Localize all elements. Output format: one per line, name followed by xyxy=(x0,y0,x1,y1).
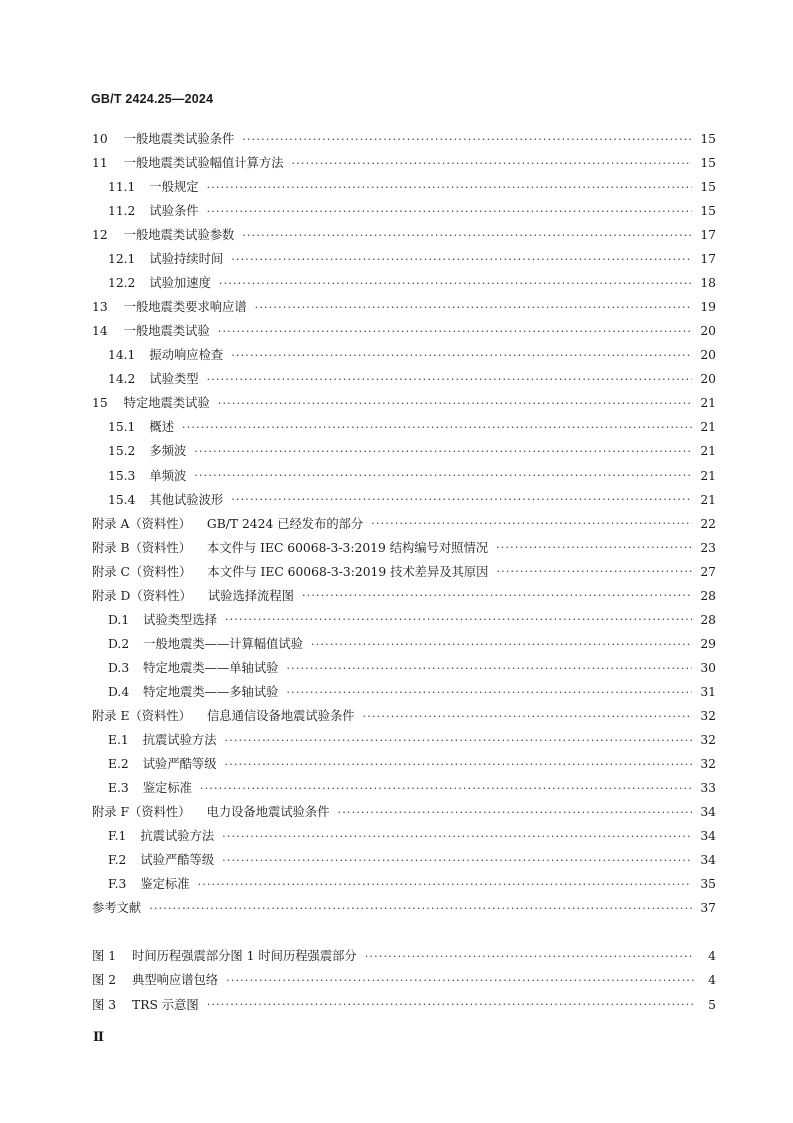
toc-entry[interactable] xyxy=(92,680,716,704)
entry-title: 试验选择流程图 xyxy=(207,588,294,603)
toc-entry[interactable] xyxy=(92,247,716,271)
entry-page-number: 15 xyxy=(700,204,716,219)
toc-entry[interactable] xyxy=(92,608,716,632)
toc-entry[interactable] xyxy=(92,536,716,560)
entry-page-number: 33 xyxy=(700,781,716,796)
entry-page-number: 17 xyxy=(700,228,716,243)
entry-number: D.3 xyxy=(108,660,130,675)
entry-title: 振动响应检查 xyxy=(149,348,224,363)
toc-entry[interactable] xyxy=(92,560,716,584)
entry-title: 电力设备地震试验条件 xyxy=(206,805,330,820)
page-number: Ⅱ xyxy=(93,1030,104,1045)
figure-entry[interactable] xyxy=(92,945,716,969)
entry-title: 本文件与 IEC 60068-3-3:2019 技术差异及其原因 xyxy=(207,564,489,579)
entry-title: 典型响应谱包络 xyxy=(132,973,219,988)
entry-page-number: 17 xyxy=(700,252,716,267)
entry-title: GB/T 2424 已经发布的部分 xyxy=(206,516,364,531)
entry-title: 试验严酷等级 xyxy=(142,757,217,772)
toc-entry[interactable] xyxy=(92,752,716,776)
entry-number: 附录 D（资料性） xyxy=(92,588,192,603)
entry-page-number: 27 xyxy=(700,564,716,579)
entry-title: 一般地震类——计算幅值试验 xyxy=(143,636,304,651)
entry-page-number: 21 xyxy=(700,420,716,435)
entry-page-number: 19 xyxy=(700,300,716,315)
dot-leader xyxy=(286,687,692,698)
dot-leader xyxy=(222,831,692,842)
toc-entry[interactable] xyxy=(92,584,716,608)
entry-page-number: 28 xyxy=(700,588,716,603)
entry-title: 单频波 xyxy=(149,468,187,483)
entry-page-number: 4 xyxy=(708,973,716,988)
toc-entry[interactable] xyxy=(92,728,716,752)
entry-number: 附录 B（资料性） xyxy=(92,540,192,555)
entry-title: 其他试验波形 xyxy=(149,492,224,507)
entry-number: 15.4 xyxy=(108,492,136,507)
entry-number: D.2 xyxy=(108,636,130,651)
toc-entry[interactable] xyxy=(92,656,716,680)
dot-leader xyxy=(242,134,692,145)
toc-entry[interactable] xyxy=(92,776,716,800)
entry-title: 一般规定 xyxy=(149,179,199,194)
entry-number: 11 xyxy=(92,155,108,170)
entry-title: 试验类型选择 xyxy=(143,612,217,627)
toc-entry[interactable] xyxy=(92,392,716,416)
dot-leader xyxy=(302,590,692,601)
dot-leader xyxy=(363,711,693,722)
toc-entry[interactable] xyxy=(92,151,716,175)
dot-leader xyxy=(242,230,692,241)
entry-page-number: 5 xyxy=(708,997,716,1012)
toc-entry[interactable] xyxy=(92,488,716,512)
toc-entry[interactable] xyxy=(92,127,716,151)
entry-number: 15.2 xyxy=(108,444,136,459)
toc-entry[interactable] xyxy=(92,367,716,391)
toc-entry[interactable] xyxy=(92,872,716,896)
document-code: GB/T 2424.25—2024 xyxy=(91,92,214,106)
entry-number: 图 2 xyxy=(92,973,117,988)
toc-entry[interactable] xyxy=(92,824,716,848)
entry-title: 试验加速度 xyxy=(149,276,211,291)
entry-page-number: 15 xyxy=(700,131,716,146)
toc-list xyxy=(92,127,716,921)
entry-page-number: 20 xyxy=(700,348,716,363)
entry-title: 一般地震类试验条件 xyxy=(123,131,235,146)
dot-leader xyxy=(222,855,692,866)
toc-entry[interactable] xyxy=(92,632,716,656)
toc-entry[interactable] xyxy=(92,800,716,824)
entry-title: 抗震试验方法 xyxy=(140,829,215,844)
entry-number: D.1 xyxy=(108,612,130,627)
entry-number: F.2 xyxy=(108,853,127,868)
toc-entry[interactable] xyxy=(92,199,716,223)
entry-number: 附录 F（资料性） xyxy=(92,805,191,820)
entry-title: 特定地震类试验 xyxy=(123,396,210,411)
entry-number: F.3 xyxy=(108,877,127,892)
entry-page-number: 31 xyxy=(700,684,716,699)
toc-entry[interactable] xyxy=(92,175,716,199)
entry-page-number: 21 xyxy=(700,468,716,483)
dot-leader xyxy=(207,206,693,217)
dot-leader xyxy=(207,999,694,1010)
toc-entry[interactable] xyxy=(92,704,716,728)
dot-leader xyxy=(292,158,693,169)
entry-title: 多频波 xyxy=(149,444,187,459)
toc-entry[interactable] xyxy=(92,343,716,367)
entry-page-number: 29 xyxy=(700,636,716,651)
entry-page-number: 37 xyxy=(700,901,716,916)
entry-title: 特定地震类——多轴试验 xyxy=(143,684,279,699)
entry-number: 附录 E（资料性） xyxy=(92,709,191,723)
entry-title: 特定地震类——单轴试验 xyxy=(143,660,279,675)
entry-page-number: 20 xyxy=(700,324,716,339)
toc-entry[interactable] xyxy=(92,464,716,488)
dot-leader xyxy=(149,903,692,914)
entry-number: F.1 xyxy=(108,829,127,844)
dot-leader xyxy=(338,807,693,818)
entry-page-number: 21 xyxy=(700,492,716,507)
toc-entry[interactable] xyxy=(92,440,716,464)
entry-title: 概述 xyxy=(149,420,174,435)
entry-page-number: 34 xyxy=(700,805,716,820)
dot-leader xyxy=(207,182,693,193)
entry-number: 15.1 xyxy=(108,420,136,435)
entry-page-number: 30 xyxy=(700,660,716,675)
toc-entry[interactable] xyxy=(92,295,716,319)
figure-entry[interactable] xyxy=(92,993,716,1017)
entry-title: 一般地震类试验幅值计算方法 xyxy=(123,155,284,170)
entry-page-number: 15 xyxy=(700,155,716,170)
entry-title: 试验类型 xyxy=(149,372,199,387)
entry-number: 图 1 xyxy=(92,949,117,964)
entry-title: 一般地震类试验 xyxy=(123,324,210,339)
entry-page-number: 23 xyxy=(700,540,716,555)
dot-leader xyxy=(231,494,692,505)
entry-title: TRS 示意图 xyxy=(132,997,199,1012)
toc-entry[interactable] xyxy=(92,319,716,343)
entry-title: 时间历程强震部分图 1 时间历程强震部分 xyxy=(132,949,357,964)
entry-number: E.1 xyxy=(108,733,129,748)
dot-leader xyxy=(231,254,692,265)
entry-page-number: 4 xyxy=(708,949,716,964)
dot-leader xyxy=(371,518,692,529)
dot-leader xyxy=(496,542,692,553)
entry-title: 试验严酷等级 xyxy=(140,853,215,868)
entry-number: 图 3 xyxy=(92,997,117,1012)
entry-page-number: 18 xyxy=(700,276,716,291)
entry-page-number: 22 xyxy=(700,516,716,531)
entry-page-number: 32 xyxy=(700,757,716,772)
entry-number: 14 xyxy=(92,324,108,339)
entry-title: 鉴定标准 xyxy=(142,781,192,796)
dot-leader xyxy=(194,446,692,457)
entry-number: 12 xyxy=(92,228,108,243)
section-gap xyxy=(92,921,716,945)
dot-leader xyxy=(365,951,694,962)
entry-number: 11.2 xyxy=(108,204,136,219)
entry-page-number: 20 xyxy=(700,372,716,387)
entry-number: 13 xyxy=(92,300,108,315)
figure-list xyxy=(92,945,716,1017)
dot-leader xyxy=(226,975,694,986)
entry-title: 试验持续时间 xyxy=(149,252,224,267)
toc-entry[interactable] xyxy=(92,848,716,872)
entry-title: 本文件与 IEC 60068-3-3:2019 结构编号对照情况 xyxy=(207,540,489,555)
entry-title: 抗震试验方法 xyxy=(142,733,217,748)
entry-number: E.2 xyxy=(108,757,129,772)
dot-leader xyxy=(255,302,693,313)
entry-page-number: 21 xyxy=(700,396,716,411)
toc-entry[interactable] xyxy=(92,223,716,247)
dot-leader xyxy=(311,639,692,650)
dot-leader xyxy=(231,350,692,361)
entry-page-number: 34 xyxy=(700,829,716,844)
toc-entry[interactable] xyxy=(92,271,716,295)
dot-leader xyxy=(198,879,693,890)
entry-title: 一般地震类要求响应谱 xyxy=(123,300,247,315)
entry-page-number: 35 xyxy=(700,877,716,892)
entry-number: 12.1 xyxy=(108,252,136,267)
table-of-contents xyxy=(92,127,716,1017)
entry-page-number: 15 xyxy=(700,179,716,194)
entry-number: 14.2 xyxy=(108,372,136,387)
entry-page-number: 28 xyxy=(700,612,716,627)
dot-leader xyxy=(200,783,692,794)
entry-title: 鉴定标准 xyxy=(140,877,190,892)
entry-number: 11.1 xyxy=(108,179,136,194)
dot-leader xyxy=(218,326,693,337)
dot-leader xyxy=(182,422,692,433)
toc-entry[interactable] xyxy=(92,512,716,536)
dot-leader xyxy=(225,735,693,746)
entry-number: 14.1 xyxy=(108,348,136,363)
dot-leader xyxy=(207,374,693,385)
dot-leader xyxy=(219,278,692,289)
entry-page-number: 32 xyxy=(700,709,716,723)
entry-title: 参考文献 xyxy=(92,901,142,916)
entry-title: 试验条件 xyxy=(149,204,199,219)
entry-number: 附录 C（资料性） xyxy=(92,564,192,579)
dot-leader xyxy=(218,398,693,409)
dot-leader xyxy=(286,663,692,674)
entry-number: 附录 A（资料性） xyxy=(92,516,191,531)
entry-number: 15 xyxy=(92,396,108,411)
entry-page-number: 32 xyxy=(700,733,716,748)
dot-leader xyxy=(496,566,692,577)
entry-number: 12.2 xyxy=(108,276,136,291)
entry-number: D.4 xyxy=(108,684,130,699)
entry-title: 信息通信设备地震试验条件 xyxy=(206,709,355,723)
entry-number: 15.3 xyxy=(108,468,136,483)
dot-leader xyxy=(225,759,693,770)
entry-title: 一般地震类试验参数 xyxy=(123,228,235,243)
dot-leader xyxy=(225,614,692,625)
figure-entry[interactable] xyxy=(92,969,716,993)
dot-leader xyxy=(194,470,692,481)
toc-entry[interactable] xyxy=(92,416,716,440)
toc-entry[interactable] xyxy=(92,897,716,921)
entry-number: 10 xyxy=(92,131,108,146)
entry-page-number: 21 xyxy=(700,444,716,459)
entry-number: E.3 xyxy=(108,781,129,796)
entry-page-number: 34 xyxy=(700,853,716,868)
